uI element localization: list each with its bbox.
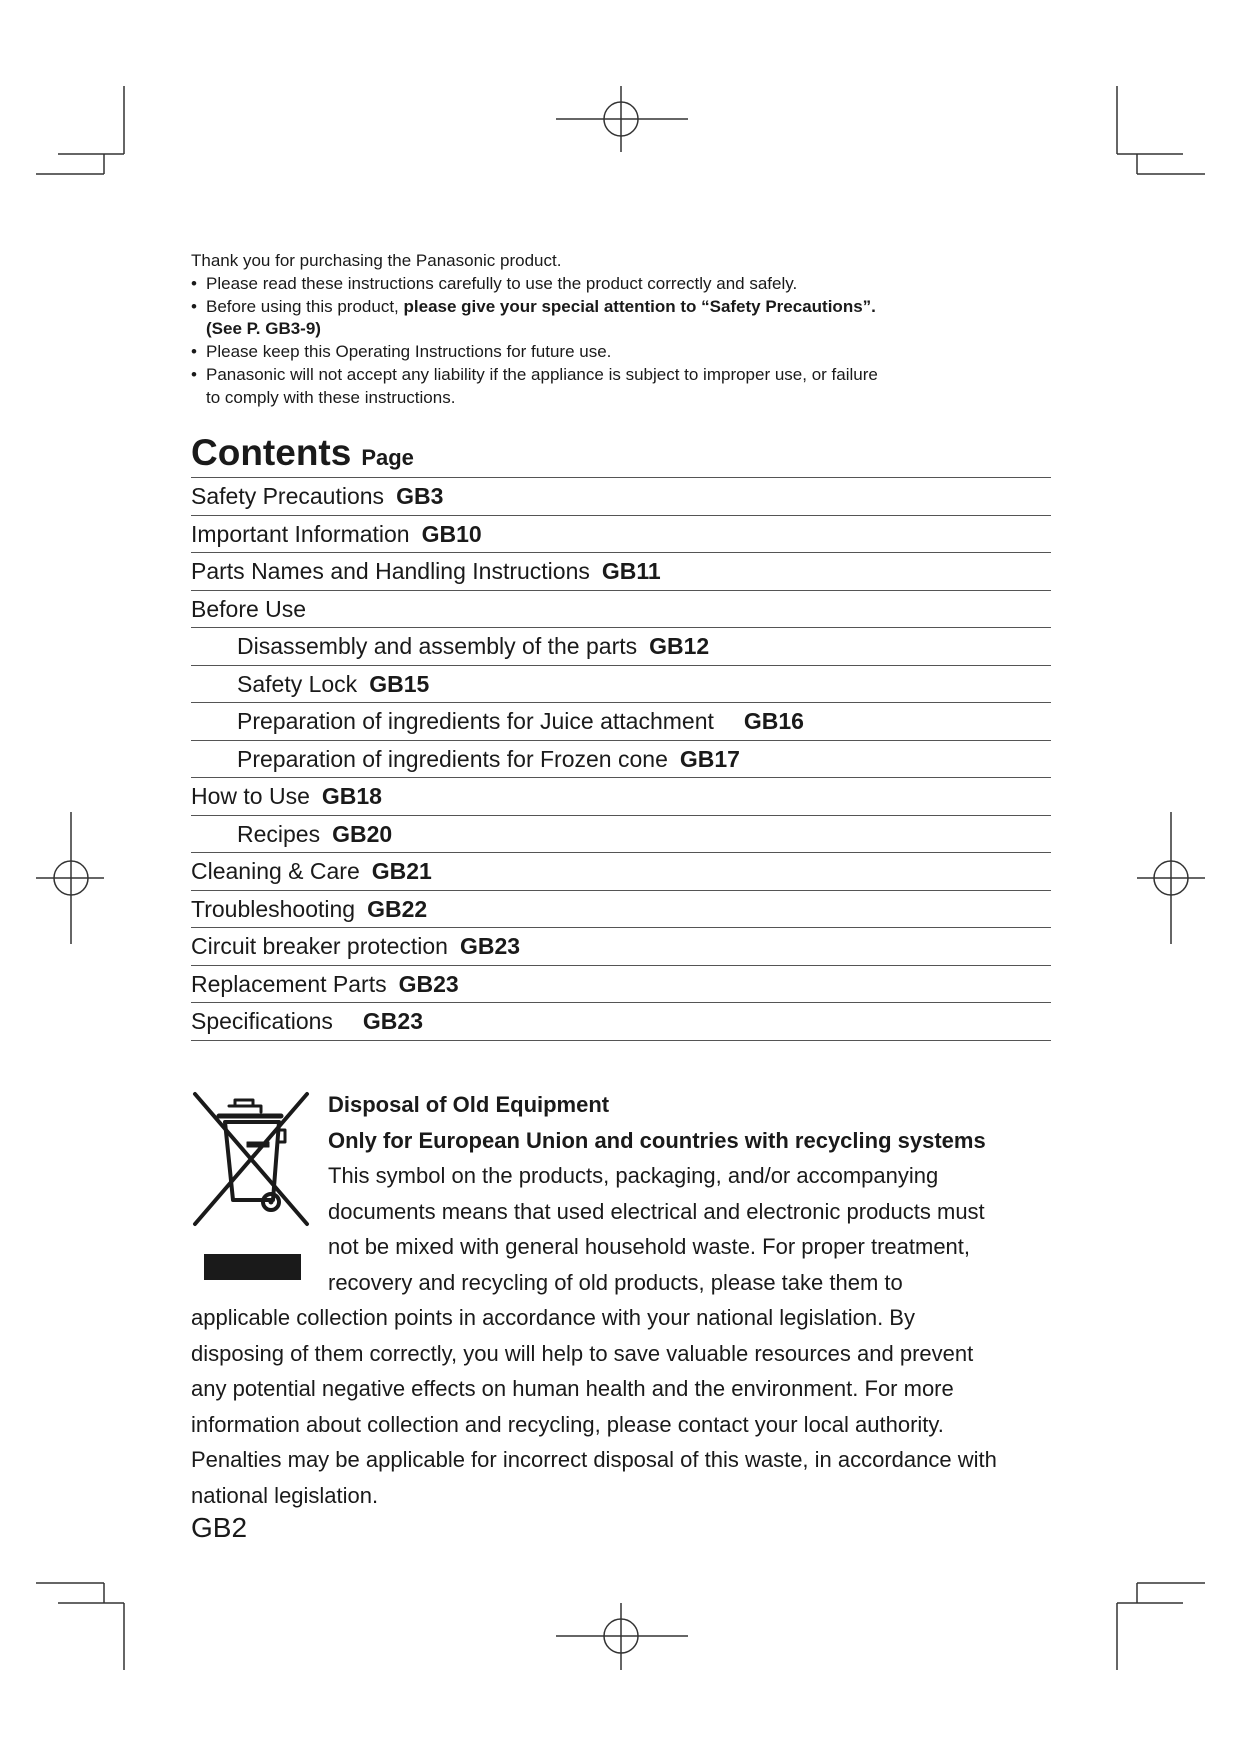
- toc-label: Important Information: [191, 520, 410, 547]
- toc-label: Replacement Parts: [191, 970, 387, 997]
- contents-page-label: Page: [361, 445, 414, 470]
- toc-page: GB12: [649, 633, 710, 659]
- disposal-line: any potential negative effects on human health and the environment. For more: [191, 1376, 954, 1401]
- disposal-line: information about collection and recycling, please contact your local authority.: [191, 1411, 944, 1437]
- toc-label: Recipes: [237, 820, 321, 847]
- toc-label: Safety Precautions: [191, 483, 385, 509]
- toc-label: Cleaning & Care: [191, 858, 360, 884]
- toc-label: Troubleshooting: [191, 895, 356, 922]
- toc-label: Circuit breaker protection: [191, 933, 448, 959]
- bullet-glyph: •: [191, 364, 197, 384]
- page-number: GB2: [191, 1512, 248, 1543]
- toc-row-how-to-use[interactable]: [191, 778, 1051, 816]
- toc-page: GB11: [601, 558, 661, 584]
- bullet-glyph: •: [191, 342, 197, 362]
- toc-row-replacement-parts[interactable]: [191, 966, 1051, 1004]
- toc-row-safety-precautions[interactable]: [191, 478, 1051, 516]
- intro-bullet-1-text: Please read these instructions carefully to use the product correctly and safely.: [206, 273, 798, 293]
- toc-row-before-use[interactable]: [191, 591, 1051, 629]
- disposal-line: recovery and recycling of old products, please take them to: [328, 1269, 903, 1295]
- intro-bullet-4: [191, 364, 1051, 410]
- toc-row-frozen-cone[interactable]: [191, 741, 1051, 779]
- disposal-line: documents means that used electrical and electronic products must: [328, 1198, 985, 1224]
- toc-page: GB22: [367, 895, 428, 922]
- toc-row-important-information[interactable]: [191, 516, 1051, 554]
- intro-thanks: Thank you for purchasing the Panasonic product.: [191, 251, 562, 270]
- toc-row-specifications[interactable]: [191, 1003, 1051, 1041]
- toc-label: Before Use: [191, 595, 307, 622]
- toc-label: Specifications: [191, 1008, 333, 1034]
- intro-bullet-3: [191, 341, 1051, 364]
- intro-bullet-1: [191, 273, 1051, 296]
- disposal-line: This symbol on the products, packaging, and/or accompanying: [328, 1163, 939, 1188]
- contents-header: [191, 432, 1051, 474]
- toc-page: GB20: [332, 820, 393, 847]
- intro-block: [191, 250, 1051, 410]
- toc-label: Parts Names and Handling Instructions: [191, 558, 590, 584]
- disposal-section: [191, 1087, 1051, 1513]
- toc-label: Preparation of ingredients for Juice attachment: [237, 708, 714, 734]
- toc-row-juice-attachment[interactable]: [191, 703, 1051, 741]
- toc-row-recipes[interactable]: [191, 816, 1051, 854]
- disposal-title: Disposal of Old Equipment: [328, 1092, 610, 1117]
- toc-page: GB17: [679, 745, 740, 772]
- disposal-line: national legislation.: [191, 1482, 379, 1508]
- toc-page: GB16: [743, 708, 804, 734]
- toc-row-disassembly[interactable]: [191, 628, 1051, 666]
- disposal-line: Penalties may be applicable for incorrect disposal of this waste, in accordance with: [191, 1447, 997, 1472]
- toc-page: GB23: [459, 933, 521, 959]
- toc-label: Disassembly and assembly of the parts: [237, 633, 638, 659]
- toc-row-safety-lock[interactable]: [191, 666, 1051, 704]
- toc-row-cleaning-care[interactable]: [191, 853, 1051, 891]
- toc-page: GB23: [362, 1008, 424, 1034]
- disposal-line: applicable collection points in accordance with your national legislation. By: [191, 1305, 915, 1330]
- toc-row-parts-names[interactable]: [191, 553, 1051, 591]
- intro-bullet-4-line-2: to comply with these instructions.: [206, 387, 456, 407]
- table-of-contents: [191, 477, 1051, 1041]
- intro-bullet-2-bold: please give your special attention to “Safety Precautions”.: [403, 296, 876, 316]
- intro-bullet-2-text: Before using this product,: [206, 296, 404, 316]
- disposal-subtitle: Only for European Union and countries with recycling systems: [328, 1127, 986, 1153]
- toc-page: GB21: [371, 858, 432, 884]
- toc-page: GB23: [398, 970, 459, 997]
- intro-bullet-2-see: (See P. GB3-9): [206, 319, 321, 339]
- intro-bullet-2: [191, 296, 1051, 342]
- disposal-line: not be mixed with general household waste. For proper treatment,: [328, 1234, 971, 1259]
- toc-label: Preparation of ingredients for Frozen cone: [237, 745, 668, 772]
- bullet-glyph: •: [191, 273, 197, 293]
- toc-label: Safety Lock: [237, 670, 358, 697]
- toc-row-circuit-breaker[interactable]: [191, 928, 1051, 966]
- toc-page: GB3: [396, 483, 444, 509]
- toc-page: GB15: [369, 670, 430, 697]
- toc-page: GB18: [321, 783, 382, 809]
- toc-row-troubleshooting[interactable]: [191, 891, 1051, 929]
- contents-title: Contents: [191, 432, 352, 473]
- disposal-line: disposing of them correctly, you will help to save valuable resources and prevent: [191, 1340, 974, 1366]
- toc-page: GB10: [421, 520, 482, 547]
- intro-bullet-4-line-1: Panasonic will not accept any liability if the appliance is subject to improper use, or failure: [206, 364, 878, 384]
- bullet-glyph: •: [191, 296, 197, 316]
- toc-label: How to Use: [191, 783, 310, 809]
- intro-bullet-3-text: Please keep this Operating Instructions for future use.: [206, 342, 612, 362]
